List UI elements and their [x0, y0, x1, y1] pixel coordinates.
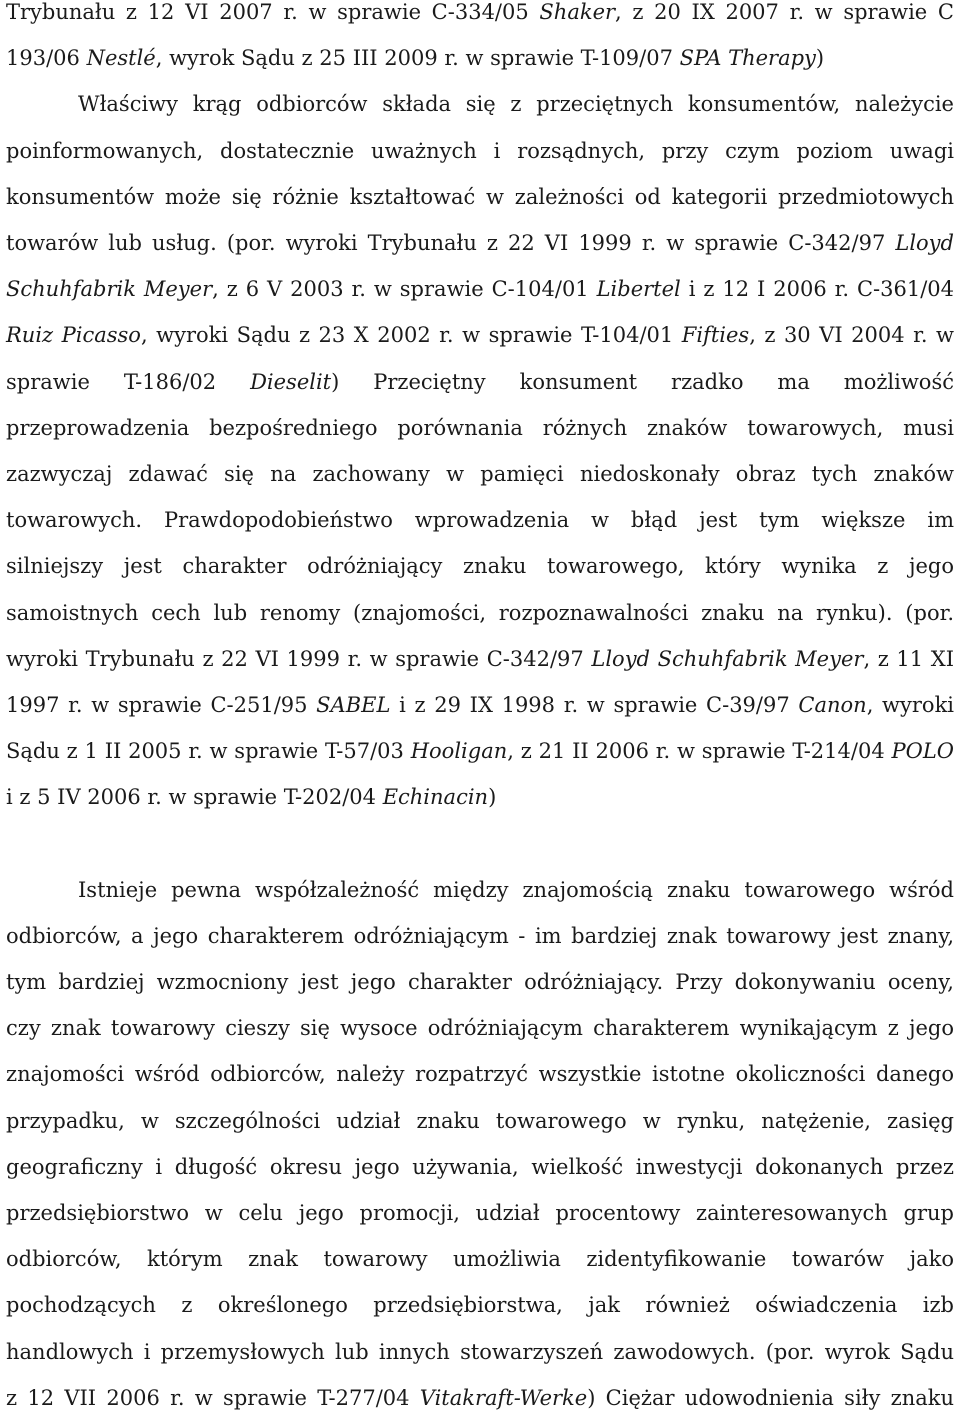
case-name: Canon [798, 693, 867, 718]
case-name: Dieselit [250, 369, 332, 394]
text-line [6, 128, 954, 174]
text-line [6, 1282, 954, 1328]
text-run: i z 29 IX 1998 r. w sprawie C-39/97 [390, 693, 799, 718]
case-name: POLO [891, 739, 954, 764]
text-run: towarowych. Prawdopodobieństwo wprowadzenia w błąd jest tym większe im [6, 508, 954, 533]
text-run: , wyrok Sądu z 25 III 2009 r. w sprawie T-109/07 [155, 46, 680, 71]
text-run: geograficzny i długość okresu jego używania, wielkość inwestycji dokonanych przez [6, 1154, 954, 1179]
text-line [6, 405, 954, 451]
text-line [6, 0, 954, 35]
case-name: Hooligan [410, 739, 508, 764]
text-line [6, 81, 954, 127]
text-run: , wyroki [866, 693, 955, 718]
text-run: konsumentów może się różnie kształtować w zależności od kategorii przedmiotowych [6, 184, 954, 209]
text-line [6, 1098, 954, 1144]
text-run: , z 20 IX 2007 r. w sprawie C [615, 0, 954, 24]
text-run: , z 6 V 2003 r. w sprawie C-104/01 [212, 277, 597, 302]
case-name: Ruiz Picasso [6, 323, 141, 348]
case-name: Lloyd Schuhfabrik Meyer [591, 646, 864, 671]
text-line [6, 774, 954, 820]
text-run: znajomości wśród odbiorców, należy rozpatrzyć wszystkie istotne okoliczności danego [6, 1062, 954, 1087]
text-run: i z 5 IV 2006 r. w sprawie T-202/04 [6, 785, 383, 810]
text-run: z 12 VII 2006 r. w sprawie T-277/04 [6, 1385, 420, 1410]
text-line [6, 174, 954, 220]
text-run: 1997 r. w sprawie C-251/95 [6, 693, 317, 718]
text-line [6, 1144, 954, 1190]
text-run: ) Ciężar udowodnienia siły znaku [587, 1385, 954, 1410]
text-line [6, 728, 954, 774]
text-run: zazwyczaj zdawać się na zachowany w pamięci niedoskonały obraz tych znaków [6, 462, 954, 487]
text-line [6, 266, 954, 312]
text-run: , z 30 VI 2004 r. w [749, 323, 954, 348]
text-line [6, 913, 954, 959]
paragraph-case-citations-continued [6, 0, 954, 81]
text-line [6, 1005, 954, 1051]
case-name: SPA Therapy [679, 46, 816, 71]
case-name: Nestlé [86, 46, 156, 71]
text-run: ) [488, 785, 497, 810]
text-line [6, 359, 954, 405]
text-line [6, 636, 954, 682]
case-name: SABEL [316, 693, 391, 718]
text-run: handlowych i przemysłowych lub innych stowarzyszeń zawodowych. (por. wyrok Sądu [6, 1339, 954, 1364]
text-run: poinformowanych, dostatecznie uważnych i rozsądnych, przy czym poziom uwagi [6, 138, 954, 163]
text-line [6, 682, 954, 728]
text-line [6, 1190, 954, 1236]
paragraph-distinctive-character [6, 867, 954, 1421]
text-line [6, 1051, 954, 1097]
text-line [6, 1329, 954, 1375]
text-run: przypadku, w szczególności udział znaku towarowego w rynku, natężenie, zasięg [6, 1108, 954, 1133]
case-name: Vitakraft-Werke [419, 1385, 588, 1410]
text-line [6, 1375, 954, 1421]
text-line [6, 497, 954, 543]
text-run: 193/06 [6, 46, 87, 71]
text-line [6, 590, 954, 636]
text-run: , z 11 XI [863, 646, 954, 671]
text-run: pochodzących z określonego przedsiębiorstwa, jak również oświadczenia izb [6, 1293, 954, 1318]
text-run: wyroki Trybunału z 22 VI 1999 r. w sprawie C-342/97 [6, 646, 592, 671]
text-line [6, 543, 954, 589]
text-run: sprawie T-186/02 [6, 369, 251, 394]
case-name: Libertel [596, 277, 681, 302]
text-run: czy znak towarowy cieszy się wysoce odróżniającym charakterem wynikającym z jego [6, 1016, 954, 1041]
text-run: ) Przeciętny konsument rzadko ma możliwość [331, 369, 954, 394]
case-name: Shaker [539, 0, 616, 24]
text-run: samoistnych cech lub renomy (znajomości, rozpoznawalności znaku na rynku). (por. [6, 600, 954, 625]
case-name: Schuhfabrik Meyer [6, 277, 213, 302]
text-run: tym bardziej wzmocniony jest jego charakter odróżniający. Przy dokonywaniu oceny, [6, 970, 954, 995]
text-run: odbiorców, a jego charakterem odróżniającym - im bardziej znak towarowy jest znany, [6, 923, 954, 948]
text-run: i z 12 I 2006 r. C-361/04 [680, 277, 955, 302]
case-name: Fifties [681, 323, 750, 348]
text-run: przeprowadzenia bezpośredniego porównania różnych znaków towarowych, musi [6, 415, 954, 440]
text-run: Trybunału z 12 VI 2007 r. w sprawie C-334/05 [6, 0, 540, 24]
text-line [6, 1236, 954, 1282]
text-line [6, 867, 954, 913]
text-run: Właściwy krąg odbiorców składa się z przeciętnych konsumentów, należycie [78, 92, 954, 117]
text-run: ) [815, 46, 825, 71]
text-run: przedsiębiorstwo w celu jego promocji, udział procentowy zainteresowanych grup [6, 1201, 954, 1226]
text-run: , z 21 II 2006 r. w sprawie T-214/04 [507, 739, 892, 764]
text-line [6, 451, 954, 497]
text-run: , wyroki Sądu z 23 X 2002 r. w sprawie T-104/01 [140, 323, 682, 348]
text-run: odbiorców, którym znak towarowy umożliwia zidentyfikowanie towarów jako [6, 1247, 954, 1272]
text-line [6, 35, 954, 81]
text-run: silniejszy jest charakter odróżniający znaku towarowego, który wynika z jego [6, 554, 954, 579]
text-line [6, 220, 954, 266]
text-run: Sądu z 1 II 2005 r. w sprawie T-57/03 [6, 739, 411, 764]
text-line [6, 312, 954, 358]
paragraph-relevant-public [6, 81, 954, 820]
text-line [6, 959, 954, 1005]
case-name: Lloyd [895, 231, 954, 256]
case-name: Echinacin [382, 785, 489, 810]
text-run: Istnieje pewna współzależność między znajomością znaku towarowego wśród [78, 877, 954, 902]
text-run: towarów lub usług. (por. wyroki Trybunału z 22 VI 1999 r. w sprawie C-342/97 [6, 231, 896, 256]
